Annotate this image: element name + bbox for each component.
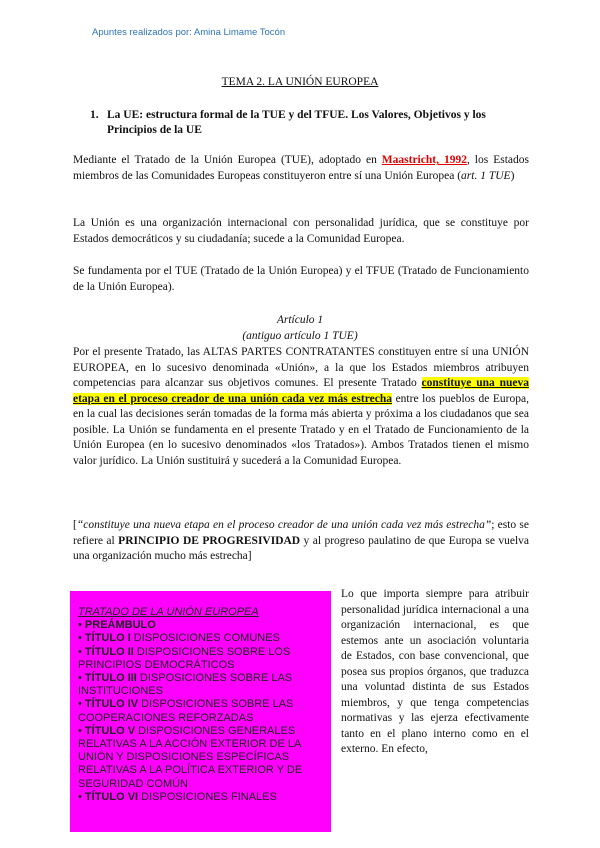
treaty-item <box>78 632 325 645</box>
section-number: 1. <box>90 109 99 121</box>
note-paragraph <box>73 518 529 565</box>
treaty-item-text: DISPOSICIONES FINALES <box>138 790 277 803</box>
page-header: Apuntes realizados por: Amina Limame Tocón <box>92 27 286 38</box>
p1-text-a: Mediante el Tratado de la Unión Europea (TUE), adoptado en <box>73 154 382 166</box>
treaty-item-label: PREÁMBULO <box>84 619 156 632</box>
note-text-a: ; esto se refiere al <box>73 519 529 547</box>
bullet: • <box>78 790 85 803</box>
p1-reference: art. 1 TUE <box>461 169 511 182</box>
treaty-item-label: TÍTULO I <box>84 632 131 645</box>
section-heading <box>90 108 520 138</box>
treaty-item-label: TÍTULO V <box>84 724 136 737</box>
note-quote: “constituye una nueva etapa en el proceso creador de una unión cada vez más estrecha” <box>76 519 492 531</box>
treaty-box-title: TRATADO DE LA UNIÓN EUROPEA <box>78 606 259 618</box>
article-highlight: constituye una nueva etapa en el proceso creador de una unión cada vez más estrecha <box>73 377 529 405</box>
side-paragraph: Lo que importa siempre para atribuir personalidad jurídica internacional a una organización internacional, es que estemos ante un asociación voluntaria de Estados, con base convencional, que posea sus propios órganos, que traduzca una voluntad distinta de sus Estados miembros, y que tenga competencias normativas y las ejerza efectivamente tanto en el plano interno como en el externo. En efecto, <box>341 588 529 755</box>
bullet: • <box>78 645 85 658</box>
bullet: • <box>78 619 85 632</box>
note-bracket: [ <box>73 519 77 531</box>
treaty-item-label: TÍTULO II <box>84 645 134 658</box>
paragraph-intro <box>73 153 529 184</box>
article-text-a: Por el presente Tratado, las ALTAS PARTES CONTRATANTES constituyen entre sí una UNIÓN EUROPEA, en lo sucesivo denominada «Unión», a la que los Estados miembros atribuyen competencias para alcanzar sus objetivos comunes. El presente Tratado <box>73 346 529 389</box>
p1-text-b: , los Estados miembros de las Comunidades Europeas constituyeron entre sí una Unión Europea ( <box>73 154 529 182</box>
treaty-item <box>78 791 325 804</box>
note-principle: PRINCIPIO DE PROGRESIVIDAD <box>118 534 301 547</box>
p1-text-c: ) <box>510 169 515 182</box>
article-title: Artículo 1 <box>276 314 324 326</box>
treaty-item <box>78 698 325 724</box>
note-text-b: y al progreso paulatino de que Europa se vuelva una organización mucho más estrecha] <box>73 534 530 562</box>
article-subtitle: (antiguo artículo 1 TUE) <box>242 330 358 342</box>
treaty-item-text: DISPOSICIONES GENERALES RELATIVAS A LA ACCIÓN EXTERIOR DE LA UNIÓN Y DISPOSICIONES ESPECÍFICAS RELATIVAS A LA POLÍTICA EXTERIOR Y DE SEGURIDAD COMÚN <box>78 724 303 790</box>
treaty-item-label: TÍTULO VI <box>84 790 139 803</box>
treaty-box <box>70 591 331 832</box>
treaty-item-text: DISPOSICIONES SOBRE LOS PRINCIPIOS DEMOCRÁTICOS <box>78 645 291 671</box>
treaty-item <box>78 646 325 672</box>
article-text-b: entre los pueblos de Europa, en la cual las decisiones serán tomadas de la forma más abierta y próxima a los ciudadanos que sea posible. La Unión se fundamenta en el presente Tratado y en el Tratado de Funcionamiento de la Unión Europea (en lo sucesivo denominados «los Tratados»). Ambos Tratados tienen el mismo valor jurídico. La Unión sustituirá y sucederá a la Comunidad Europea. <box>73 392 529 467</box>
maastricht-link[interactable]: Maastricht, 1992 <box>381 154 467 166</box>
treaty-item <box>78 619 325 632</box>
bullet: • <box>78 724 85 737</box>
paragraph-foundation: Se fundamenta por el TUE (Tratado de la Unión Europea) y el TFUE (Tratado de Funcionamiento de la Unión Europea). <box>73 265 529 293</box>
treaty-item-label: TÍTULO III <box>84 672 137 685</box>
section-text: La UE: estructura formal de la TUE y del TFUE. Los Valores, Objetivos y los Principios de la UE <box>107 109 486 136</box>
treaty-item <box>78 725 325 791</box>
treaty-item-text: DISPOSICIONES SOBRE LAS COOPERACIONES REFORZADAS <box>78 698 294 724</box>
page-title: TEMA 2. LA UNIÓN EUROPEA <box>221 76 379 88</box>
bullet: • <box>78 672 85 685</box>
bullet: • <box>78 632 85 645</box>
paragraph-union: La Unión es una organización internacional con personalidad jurídica, que se constituye por Estados democráticos y su ciudadanía; sucede a la Comunidad Europea. <box>73 217 529 245</box>
bullet: • <box>78 698 85 711</box>
treaty-item-label: TÍTULO IV <box>84 698 139 711</box>
treaty-item <box>78 672 325 698</box>
treaty-item-text: DISPOSICIONES SOBRE LAS INSTITUCIONES <box>78 672 293 698</box>
article-body <box>73 345 529 469</box>
treaty-item-text: DISPOSICIONES COMUNES <box>130 632 280 645</box>
